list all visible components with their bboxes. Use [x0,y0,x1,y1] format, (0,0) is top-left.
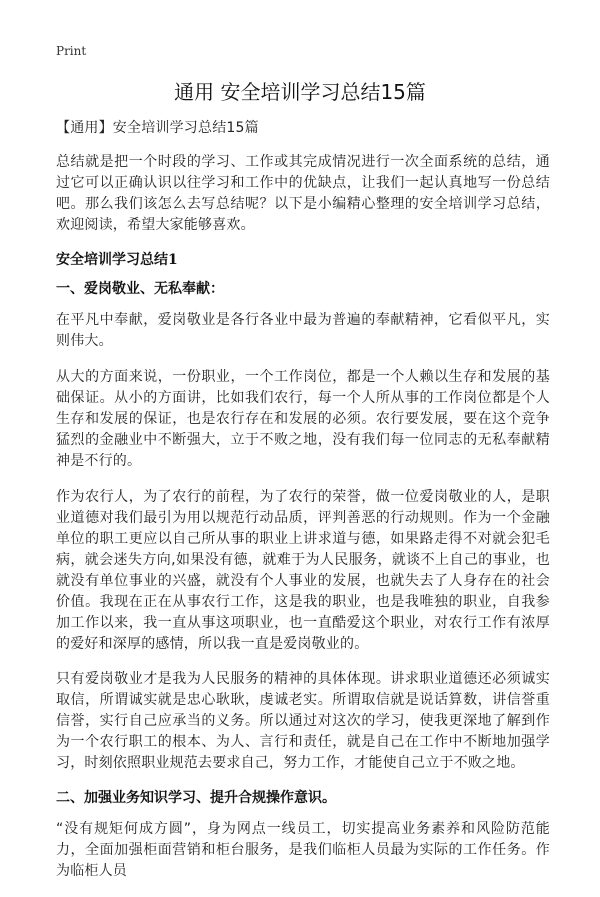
heading-1: 一、爱岗敬业、无私奉献： [56,281,224,297]
paragraph-4: 只有爱岗敬业才是我为人民服务的精神的具体体现。讲求职业道德还必须诚实取信，所谓诚实就是忠心耿耿，虔诚老实。所谓取信就是说话算数，讲信誉重信誉，实行自己应承当的义务。所以通过对这次的学习，使我更深地了解到作为一个农行职工的根本、为人、言行和责任，就是自己在工作中不断地加强学习，时刻依照职业规范去要求自己，努力工作，才能使自己立于不败之地。 [56,671,550,771]
print-link[interactable]: Print [56,44,87,58]
document-body [56,118,550,897]
document-title: 通用 安全培训学习总结15篇 [174,80,426,104]
document-subtitle: 【通用】安全培训学习总结15篇 [56,120,259,136]
paragraph-3: 作为农行人，为了农行的前程，为了农行的荣誉，做一位爱岗敬业的人，是职业道德对我们最引为用以规范行动品质，评判善恶的行动规则。作为一个金融单位的职工更应以自己所从事的职业上讲求道与德，如果路走得不对就会犯毛病，就会迷失方向,如果没有德，就难于为人民服务，就谈不上自己的事业，也就没有单位事业的兴盛，就没有个人事业的发展，也就失去了人身存在的社会价值。我现在正在从事农行工作，这是我的职业，也是我唯独的职业，自我参加工作以来，我一直从事这项职业，也一直酷爱这个职业，对农行工作有浓厚的爱好和深厚的感情，所以我一直是爱岗敬业的。 [56,489,550,652]
paragraph-1: 在平凡中奉献，爱岗敬业是各行各业中最为普遍的奉献精神，它看似平凡，实则伟大。 [56,312,550,349]
paragraph-5: “没有规矩何成方圆”，身为网点一线员工，切实提高业务素养和风险防范能力，全面加强柜面营销和柜台服务，是我们临柜人员最为实际的工作任务。作为临柜人员 [56,821,550,879]
paragraph-2: 从大的方面来说，一份职业，一个工作岗位，都是一个人赖以生存和发展的基础保证。从小的方面讲，比如我们农行，每一个人所从事的工作岗位都是个人生存和发展的保证，也是农行存在和发展的必须。农行要发展，要在这个竞争猛烈的金融业中不断强大，立于不败之地，没有我们每一位同志的无私奉献精神是不行的。 [56,369,550,469]
section-title: 安全培训学习总结1 [56,252,178,268]
intro-paragraph: 总结就是把一个时段的学习、工作或其完成情况进行一次全面系统的总结，通过它可以正确认识以往学习和工作中的优缺点，让我们一起认真地写一份总结吧。那么我们该怎么去写总结呢？以下是小编精心整理的安全培训学习总结，欢迎阅读，希望大家能够喜欢。 [56,154,550,233]
heading-2: 二、加强业务知识学习、提升合规操作意识。 [56,790,336,806]
